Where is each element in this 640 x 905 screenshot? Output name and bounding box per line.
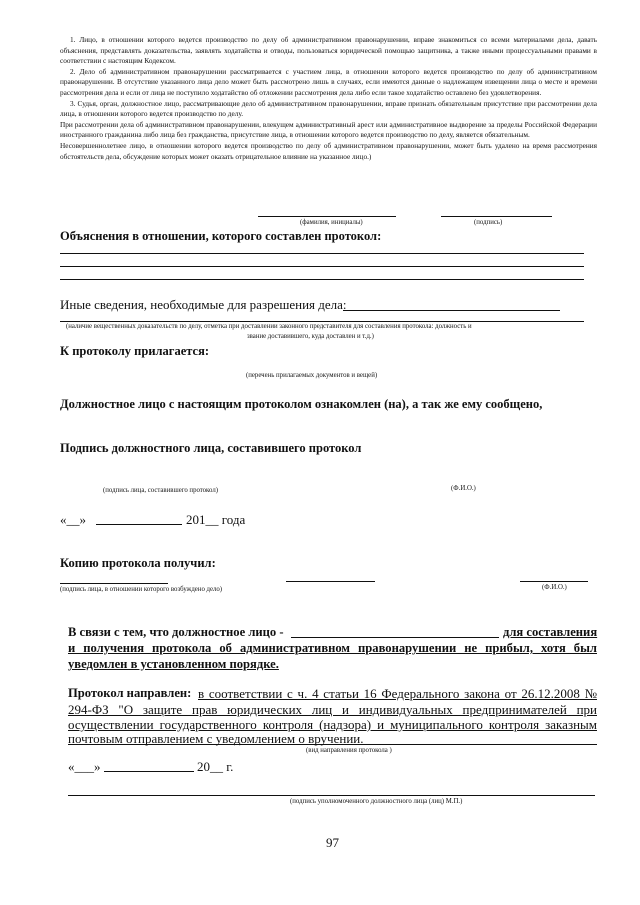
signature-caption: (подпись) bbox=[474, 219, 503, 226]
sent-line2: 294-ФЗ "О защите прав юридических лиц и индивидуальных предпринимателей при bbox=[68, 702, 597, 717]
copy-mid-line bbox=[286, 581, 375, 582]
explanation-line-1 bbox=[60, 253, 584, 254]
page-number: 97 bbox=[326, 835, 339, 850]
sent-line3: осуществлении государственного контроля (надзора) и муниципального контроля заказным bbox=[68, 717, 597, 732]
copy-received-title: Копию протокола получил: bbox=[60, 556, 216, 570]
final-caption: (подпись уполномоченного должностного лица (лиц) М.П.) bbox=[290, 798, 463, 805]
name-line bbox=[258, 216, 396, 217]
date1-year: 201__ года bbox=[186, 512, 246, 527]
explanation-line-2 bbox=[60, 266, 584, 267]
other-info-line-2 bbox=[60, 321, 584, 322]
date1-month-line bbox=[96, 524, 182, 525]
date2-year: 20__ г. bbox=[197, 759, 234, 774]
official-sign-caption: (подпись лица, составившего протокол) bbox=[103, 487, 218, 494]
intro-text bbox=[60, 35, 597, 162]
copy-fio-caption: (Ф.И.О.) bbox=[542, 584, 567, 591]
sent-caption: (вид направления протокола ) bbox=[306, 747, 392, 754]
not-arrived-blank bbox=[291, 637, 499, 638]
other-info-caption-1: (наличие вещественных доказательств по делу, отметка при доставлении законного представителя для составления протокола: должность и bbox=[66, 323, 472, 330]
copy-sign-line bbox=[60, 583, 168, 584]
sent-label: Протокол направлен: bbox=[68, 686, 192, 700]
not-arrived-line3: уведомлен в установленном порядке. bbox=[68, 657, 279, 671]
attached-caption: (перечень прилагаемых документов и вещей) bbox=[246, 372, 378, 379]
intro-paragraph-2: 2. Дело об административном правонарушении рассматривается с участием лица, в отношении которого ведется производство по делу об административном правонарушении. В отсутствие указанного лица дело может быть рассмотрено лишь в случаях, если имеются данные о надлежащем извещении лица о месте и времени рассмотрения дела и если от лица не поступило ходатайство об отложении рассмотрения дела либо если такое ходатайство оставлено без удовлетворения. bbox=[60, 66, 597, 97]
intro-paragraph-4: При рассмотрении дела об административном правонарушении, влекущем административный арест или административное выдворение за пределы Российской Федерации иностранного гражданина либо лица без гражданства, присутствие лица, в отношении которого ведется производство по делу, является обязательным. bbox=[60, 119, 597, 140]
final-signature-line bbox=[68, 795, 595, 796]
familiarized-text: Должностное лицо с настоящим протоколом ознакомлен (на), а так же ему сообщено, bbox=[60, 397, 543, 411]
not-arrived-line1: В связи с тем, что должностное лицо - bbox=[68, 625, 284, 639]
sent-underline bbox=[68, 744, 597, 745]
sent-line4: почтовым отправлением с уведомлением о вручении. bbox=[68, 731, 364, 746]
name-caption: (фамилия, инициалы) bbox=[300, 219, 363, 226]
copy-sign-caption: (подпись лица, в отношении которого возбуждено дело) bbox=[60, 586, 223, 593]
official-sign-title: Подпись должностного лица, составившего протокол bbox=[60, 441, 362, 455]
other-info-caption-2: звание доставившего, куда доставлен и т.д.) bbox=[247, 333, 374, 340]
date2-month-line bbox=[104, 771, 194, 772]
intro-paragraph-1: 1. Лицо, в отношении которого ведется производство по делу об административном правонарушении, вправе знакомиться со всеми материалами дела, давать объяснения, представлять доказательства, заявлять ходатайства и отводы, пользоваться юридической помощью защитника, а также иными процессуальными правами в соответствии с настоящим Кодексом. bbox=[60, 35, 597, 66]
signature-line bbox=[441, 216, 552, 217]
other-info-line bbox=[343, 310, 560, 311]
official-fio-caption: (Ф.И.О.) bbox=[451, 485, 476, 492]
sent-line1: в соответствии с ч. 4 статьи 16 Федерального закона от 26.12.2008 № bbox=[198, 686, 597, 701]
other-info-label: Иные сведения, необходимые для разрешения дела: bbox=[60, 297, 347, 312]
not-arrived-line2: и получения протокола об административном правонарушении не прибыл, хотя был bbox=[68, 641, 597, 655]
date1-day: «__» bbox=[60, 512, 86, 527]
explanations-title: Объяснения в отношении, которого составлен протокол: bbox=[60, 229, 382, 243]
attached-title: К протоколу прилагается: bbox=[60, 344, 210, 358]
explanation-line-3 bbox=[60, 279, 584, 280]
date2-day: «___» bbox=[68, 759, 101, 774]
copy-fio-line bbox=[520, 581, 588, 582]
not-arrived-line1-end: для составления bbox=[503, 625, 598, 639]
intro-paragraph-5: Несовершеннолетнее лицо, в отношении которого ведется производство по делу об административном правонарушении, может быть удалено на время рассмотрения обстоятельств дела, обсуждение которых может оказать отрицательное влияние на указанное лицо.) bbox=[60, 140, 597, 161]
intro-paragraph-3: 3. Судья, орган, должностное лицо, рассматривающие дело об административном правонарушении, вправе признать обязательным присутствие при рассмотрении дела лица, в отношении которого ведется производство по делу. bbox=[60, 98, 597, 119]
